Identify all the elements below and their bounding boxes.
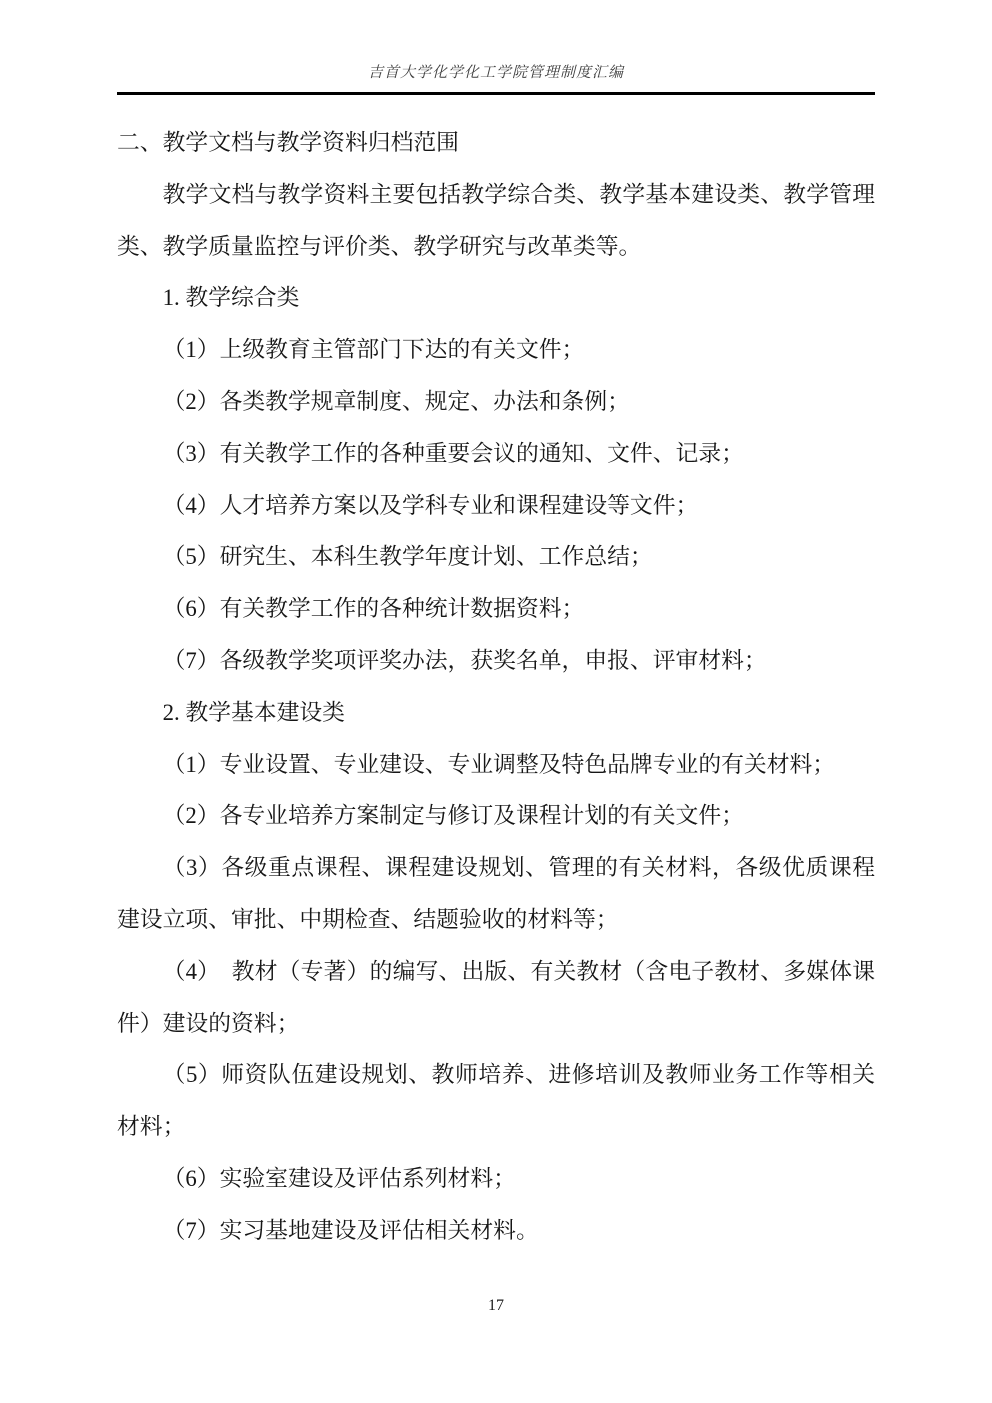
section-2-item-6: （6）实验室建设及评估系列材料； xyxy=(162,1165,516,1191)
section-1-item-2: （2）各类教学规章制度、规定、办法和条例； xyxy=(162,388,630,414)
section-2-item-2: （2）各专业培养方案制定与修订及课程计划的有关文件； xyxy=(162,803,744,829)
section-2-item-7: （7）实习基地建设及评估相关材料。 xyxy=(162,1217,539,1243)
document-title: 二、教学文档与教学资料归档范围 xyxy=(117,130,459,155)
page-number: 17 xyxy=(488,1297,504,1314)
section-1-item-5: （5）研究生、本科生教学年度计划、工作总结； xyxy=(162,544,653,570)
section-1-item-6: （6）有关教学工作的各种统计数据资料； xyxy=(162,596,585,622)
intro-paragraph: 教学文档与教学资料主要包括教学综合类、教学基本建设类、教学管理类、教学质量监控与评价类、教学研究与改革类等。 xyxy=(117,181,875,259)
header-rule xyxy=(117,92,875,95)
section-2-heading: 2. 教学基本建设类 xyxy=(162,699,345,725)
running-header xyxy=(0,63,992,83)
section-2-item-1: （1）专业设置、专业建设、专业调整及特色品牌专业的有关材料； xyxy=(162,751,836,777)
section-2-item-3: （3）各级重点课程、课程建设规划、管理的有关材料，各级优质课程建设立项、审批、中期检查、结题验收的材料等； xyxy=(117,855,875,932)
section-1-heading: 1. 教学综合类 xyxy=(162,285,300,311)
document-body xyxy=(117,117,875,1257)
section-1-item-7: （7）各级教学奖项评奖办法，获奖名单，申报、评审材料； xyxy=(162,647,767,673)
section-1-item-1: （1）上级教育主管部门下达的有关文件； xyxy=(162,337,585,363)
section-1-item-3: （3）有关教学工作的各种重要会议的通知、文件、记录； xyxy=(162,440,744,466)
section-2-item-5: （5）师资队伍建设规划、教师培养、进修培训及教师业务工作等相关材料； xyxy=(117,1062,875,1140)
section-2-item-4: （4） 教材（专著）的编写、出版、有关教材（含电子教材、多媒体课件）建设的资料； xyxy=(117,958,875,1036)
section-1-item-4: （4）人才培养方案以及学科专业和课程建设等文件； xyxy=(162,492,699,518)
running-header-title: 吉首大学化学化工学院管理制度汇编 xyxy=(367,65,624,81)
